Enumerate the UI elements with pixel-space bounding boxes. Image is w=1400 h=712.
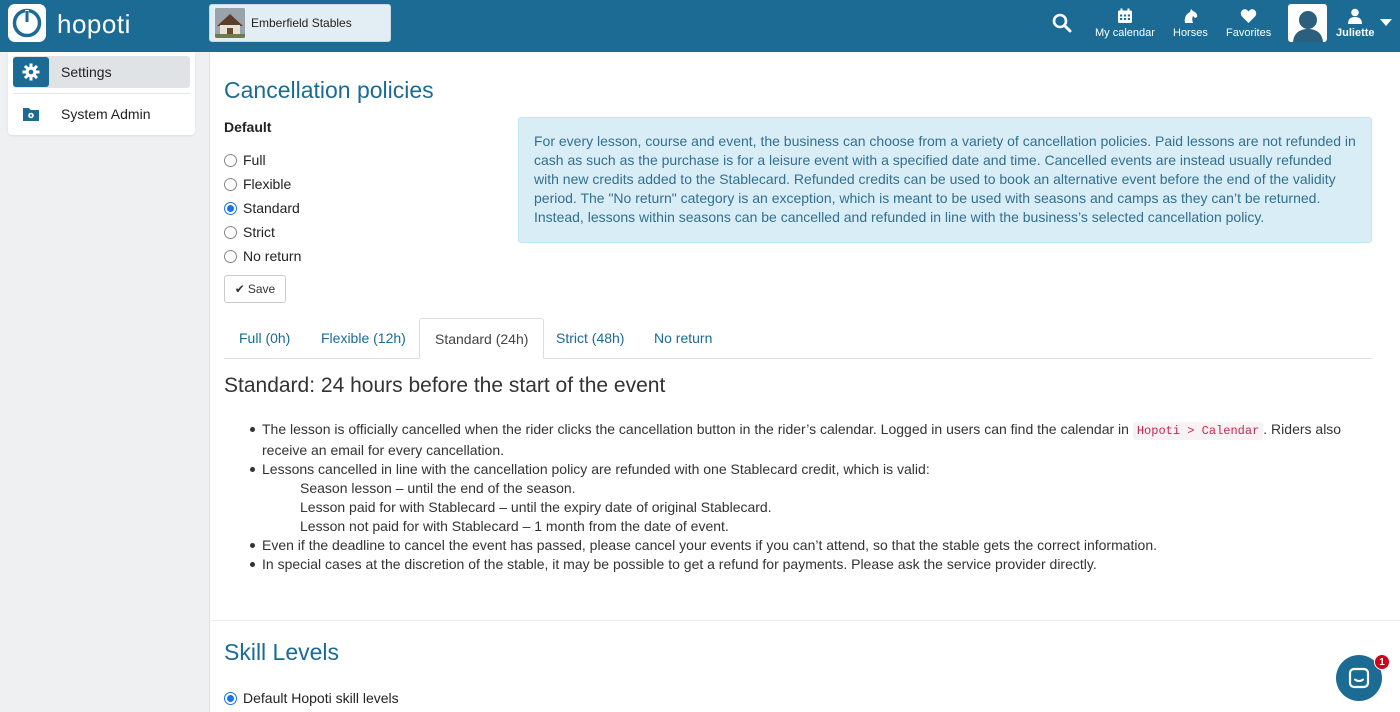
policy-heading: Standard: 24 hours before the start of the event	[224, 374, 666, 397]
bullet-text: The lesson is officially cancelled when the rider clicks the cancellation button in the rider’s calendar. Logged in users can find the calendar in	[262, 421, 1129, 437]
tab-standard[interactable]: Standard (24h)	[419, 318, 544, 359]
sidebar-item-label: System Admin	[61, 106, 151, 122]
chat-icon	[1348, 667, 1370, 689]
sub-list-item: Lesson paid for with Stablecard – until the expiry date of original Stablecard.	[300, 499, 772, 515]
radio-label: Full	[243, 152, 266, 168]
sub-list-item: Lesson not paid for with Stablecard – 1 month from the date of event.	[300, 518, 729, 534]
calendar-icon	[1117, 8, 1133, 24]
nav-label: Favorites	[1226, 27, 1272, 39]
chevron-down-icon[interactable]	[1380, 19, 1392, 26]
radio-button[interactable]	[224, 154, 237, 167]
checkmark-icon: ✔	[234, 282, 245, 296]
tab-flexible[interactable]: Flexible (12h)	[321, 330, 406, 346]
user-name: Juliette	[1336, 27, 1375, 39]
nav-favorites[interactable]	[1226, 8, 1271, 39]
nav-my-calendar[interactable]	[1095, 8, 1155, 39]
top-navbar	[0, 0, 1400, 52]
radio-option-strict[interactable]	[224, 223, 275, 241]
tab-strict[interactable]: Strict (48h)	[556, 330, 625, 346]
policy-tabs	[224, 318, 1372, 359]
list-item: Lessons cancelled in line with the cancellation policy are refunded with one Stablecard credit, which is valid:	[262, 460, 1372, 479]
tab-no-return[interactable]: No return	[654, 330, 713, 346]
radio-button[interactable]	[224, 178, 237, 191]
list-item	[262, 420, 1372, 460]
policy-details-list	[262, 420, 1372, 574]
gear-icon	[13, 57, 49, 87]
calendar-path-code: Hopoti > Calendar	[1133, 422, 1263, 440]
default-label: Default	[224, 119, 272, 135]
radio-option-flexible[interactable]	[224, 175, 291, 193]
radio-option-no-return[interactable]	[224, 247, 301, 265]
save-button[interactable]	[224, 275, 286, 303]
list-item: Even if the deadline to cancel the event has passed, please cancel your events if you can’t attend, so that the stable gets the correct information.	[262, 536, 1372, 555]
stable-thumbnail	[215, 8, 245, 38]
radio-button-selected[interactable]	[224, 202, 237, 215]
nav-label: Horses	[1173, 27, 1208, 39]
horse-icon	[1181, 8, 1199, 24]
radio-button[interactable]	[224, 226, 237, 239]
sidebar-item-label: Settings	[61, 64, 112, 80]
user-menu[interactable]	[1336, 8, 1375, 39]
stable-name: Emberfield Stables	[251, 16, 352, 30]
sidebar-item-system-admin[interactable]	[13, 98, 190, 130]
admin-folder-icon	[13, 99, 49, 129]
hopoti-logo-icon[interactable]	[8, 4, 46, 42]
radio-button[interactable]	[224, 250, 237, 263]
radio-option-standard[interactable]	[224, 199, 300, 217]
radio-option-full[interactable]	[224, 151, 266, 169]
sidebar-divider	[13, 93, 190, 94]
list-item: In special cases at the discretion of the stable, it may be possible to get a refund for payments. Please ask the service provider directly.	[262, 555, 1372, 574]
radio-button-selected[interactable]	[224, 692, 237, 705]
sidebar-item-settings[interactable]	[13, 56, 190, 88]
nav-horses[interactable]	[1173, 8, 1208, 39]
search-icon[interactable]	[1052, 13, 1072, 38]
nav-label: My calendar	[1095, 27, 1155, 39]
radio-option-default-skill-levels[interactable]	[224, 689, 399, 707]
heart-icon	[1240, 8, 1257, 24]
user-avatar[interactable]	[1288, 4, 1327, 42]
info-alert: For every lesson, course and event, the business can choose from a variety of cancellation policies. Paid lessons are not refunded in cash as such as the purchase is for a leisure event with a specified date and time. Cancelled events are instead usually refunded with new credits added to the Stablecard. Refunded credits can be used to book an alternative event before the end of the validity period. The "No return" category is an exception, which is meant to be used with seasons and camps as they can’t be returned. Instead, lessons within seasons can be cancelled and refunded in line with the business’s selected cancellation policy.	[518, 117, 1372, 243]
notification-badge: 1	[1374, 654, 1390, 670]
brand-name[interactable]: hopoti	[57, 9, 131, 39]
save-label: Save	[247, 282, 276, 296]
radio-label: No return	[243, 248, 302, 264]
radio-label: Flexible	[243, 176, 292, 192]
radio-label: Standard	[243, 200, 300, 216]
bullet-text: . Riders also receive an email for every cancellation.	[262, 421, 1342, 458]
cancellation-policies-title: Cancellation policies	[224, 77, 434, 103]
skill-levels-title: Skill Levels	[224, 639, 340, 665]
user-icon	[1347, 8, 1363, 24]
radio-label: Default Hopoti skill levels	[243, 690, 399, 706]
sidebar	[8, 52, 195, 135]
radio-label: Strict	[243, 224, 275, 240]
sub-list-item: Season lesson – until the end of the season.	[300, 480, 576, 496]
stable-selector[interactable]	[209, 4, 391, 42]
tab-full[interactable]: Full (0h)	[239, 330, 291, 346]
